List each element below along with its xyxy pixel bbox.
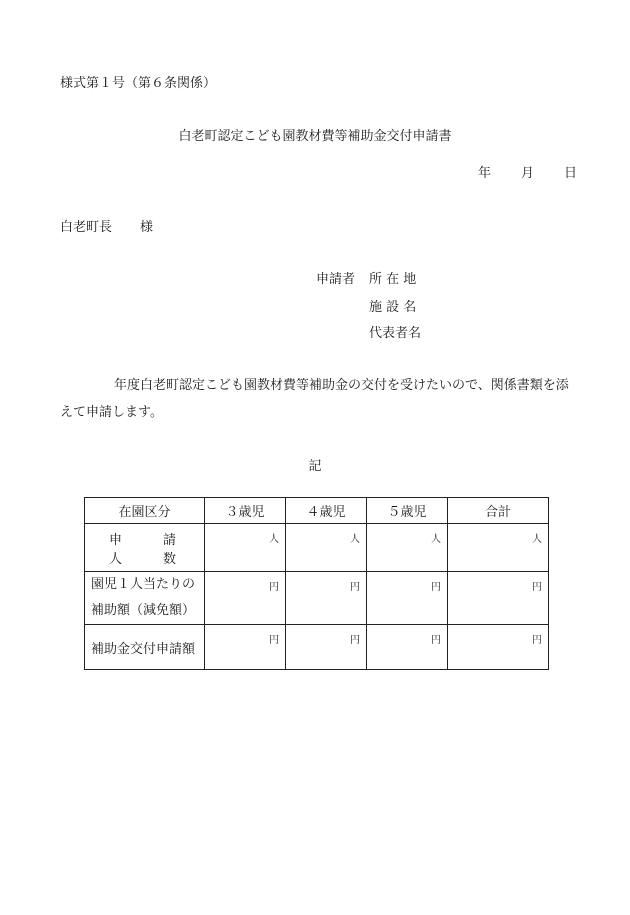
unit-label: 円 (532, 582, 542, 593)
body-paragraph: 年度白老町認定こども園教材費等補助金の交付を受けたいので、関係書類を添えて申請します。 (60, 378, 569, 420)
unit-label: 円 (350, 635, 360, 646)
cell-count-age3[interactable] (205, 524, 286, 572)
cell-amount-age5[interactable] (367, 572, 448, 625)
table-row (85, 625, 549, 670)
cell-amount-age3[interactable] (205, 572, 286, 625)
unit-label: 円 (431, 582, 441, 593)
ki-heading: 記 (308, 459, 322, 474)
cell-amount-age4[interactable] (286, 572, 367, 625)
header-age5: ５歳児 (367, 498, 448, 524)
cell-apply-age3[interactable] (205, 625, 286, 670)
row-label-application-amount: 補助金交付申請額 (85, 625, 205, 670)
date-year: 年 (478, 166, 492, 181)
cell-apply-age4[interactable] (286, 625, 367, 670)
row-label-applicant-count: 申 請 人 数 (85, 524, 205, 572)
unit-label: 人 (269, 534, 279, 545)
table-row (85, 524, 549, 572)
addressee-name: 白老町長 (60, 220, 113, 235)
row-label-per-child-amount (85, 572, 205, 625)
unit-label: 人 (431, 534, 441, 545)
header-total: 合計 (448, 498, 549, 524)
cell-apply-age5[interactable] (367, 625, 448, 670)
unit-label: 円 (431, 635, 441, 646)
cell-apply-total[interactable] (448, 625, 549, 670)
unit-label: 円 (350, 582, 360, 593)
addressee-honorific: 様 (140, 220, 154, 235)
date-day: 日 (564, 166, 578, 181)
cell-count-age4[interactable] (286, 524, 367, 572)
table-header-row (85, 498, 549, 524)
unit-label: 人 (532, 534, 542, 545)
applicant-representative-label: 代表者名 (369, 326, 422, 341)
header-category: 在園区分 (85, 498, 205, 524)
date-line (478, 162, 577, 181)
cell-count-total[interactable] (448, 524, 549, 572)
cell-amount-total[interactable] (448, 572, 549, 625)
row-label-line1: 園児１人当たりの (91, 577, 196, 592)
unit-label: 円 (269, 635, 279, 646)
addressee (60, 216, 153, 235)
document-title: 白老町認定こども園教材費等補助金交付申請書 (178, 129, 452, 144)
subsidy-table (84, 497, 549, 670)
date-month: 月 (521, 166, 535, 181)
unit-label: 円 (532, 635, 542, 646)
form-number: 様式第１号（第６条関係） (60, 76, 217, 91)
unit-label: 円 (269, 582, 279, 593)
row-label-line2: 補助額（減免額） (91, 603, 196, 618)
applicant-address-label: 所 在 地 (369, 272, 417, 287)
table-row (85, 572, 549, 625)
header-age3: ３歳児 (205, 498, 286, 524)
unit-label: 人 (350, 534, 360, 545)
header-age4: ４歳児 (286, 498, 367, 524)
cell-count-age5[interactable] (367, 524, 448, 572)
applicant-facility-label: 施 設 名 (369, 300, 417, 315)
applicant-label: 申請者 (316, 272, 356, 287)
